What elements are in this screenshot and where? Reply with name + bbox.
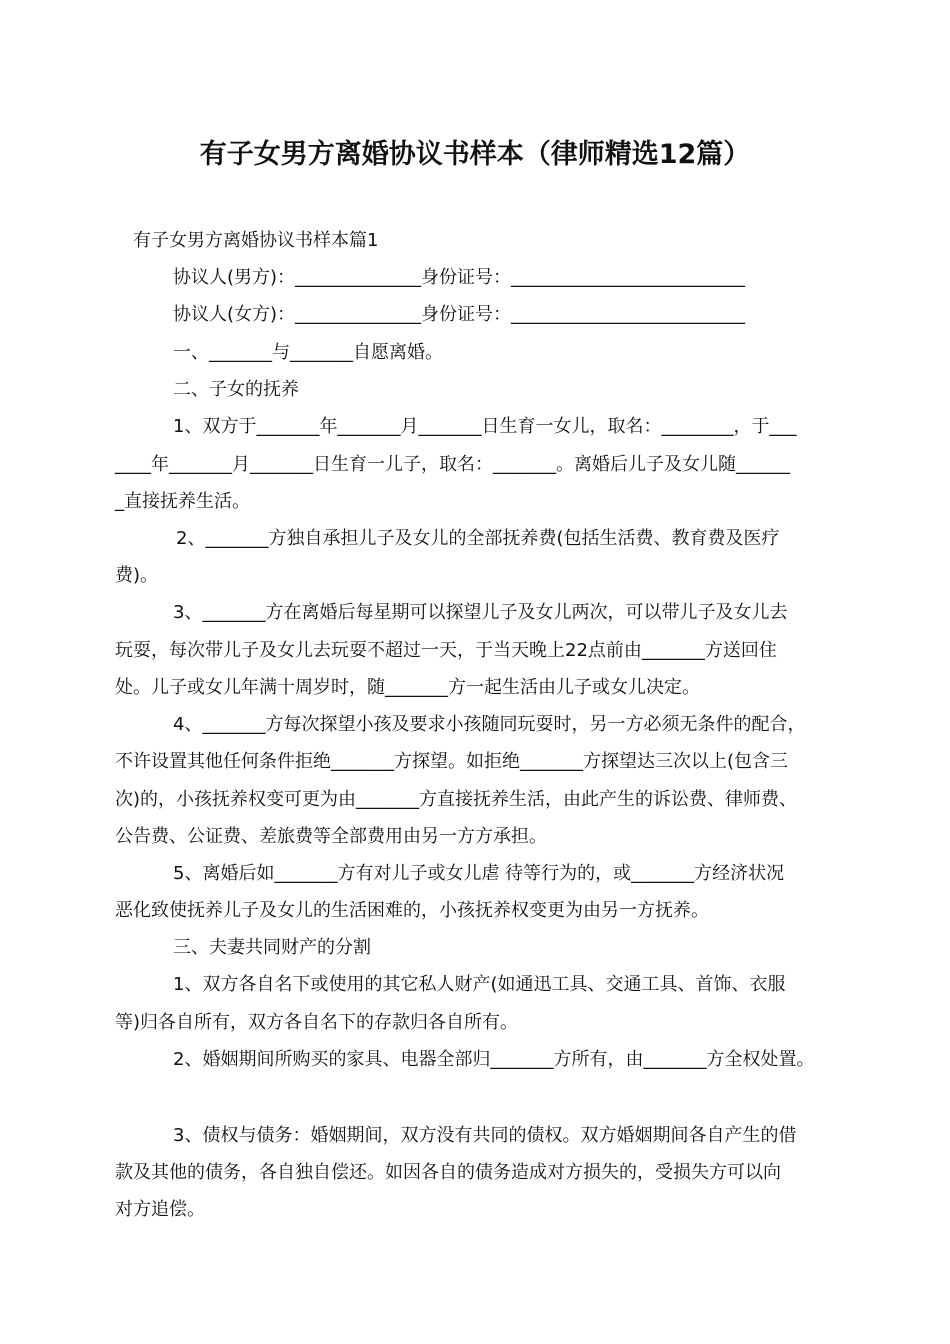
subtitle: 有子女男方离婚协议书样本篇1 [133, 230, 379, 251]
s2-item3-line2: 玩耍，每次带儿子及女儿去玩耍不超过一天，于当天晚上22点前由_______方送回住 [115, 640, 777, 661]
s2-item1-line2: ____年_______月_______日生育一儿子，取名：_______。离婚后儿子及女儿随______ [115, 454, 790, 475]
s2-item2-line2: 费)。 [115, 565, 159, 586]
section-3-heading: 三、夫妻共同财产的分割 [173, 937, 371, 958]
s3-item3-line2: 款及其他的债务，各自独自偿还。如因各自的债务造成对方损失的，受损失方可以向 [115, 1162, 781, 1183]
s2-item3-line3: 处。儿子或女儿年满十周岁时，随_______方一起生活由儿子或女儿决定。 [115, 677, 700, 698]
section-1: 一、_______与_______自愿离婚。 [173, 342, 443, 363]
s3-item1-line1: 1、双方各自名下或使用的其它私人财产(如通迅工具、交通工具、首饰、衣服 [173, 974, 786, 995]
s3-item3-line1: 3、债权与债务：婚姻期间，双方没有共同的债权。双方婚姻期间各自产生的借 [173, 1125, 797, 1146]
s2-item1-line1: 1、双方于_______年_______月_______日生育一女儿，取名：________，于___ [173, 416, 797, 437]
document-title: 有子女男方离婚协议书样本（律师精选12篇） [199, 139, 751, 170]
section-2-heading: 二、子女的抚养 [173, 379, 299, 400]
party-male-line: 协议人(男方)：______________身份证号：__________________________ [173, 267, 746, 288]
s3-item2: 2、婚姻期间所购买的家具、电器全部归_______方所有，由_______方全权处置。 [173, 1049, 815, 1070]
s2-item5-line2: 恶化致使抚养儿子及女儿的生活困难的，小孩抚养权变更为由另一方抚养。 [115, 900, 709, 921]
s2-item5-line1: 5、离婚后如_______方有对儿子或女儿虐 待等行为的，或_______方经济状况 [173, 863, 785, 884]
s3-item1-line2: 等)归各自所有，双方各自名下的存款归各自所有。 [115, 1012, 519, 1033]
s2-item4-line4: 公告费、公证费、差旅费等全部费用由另一方方承担。 [115, 826, 547, 847]
party-female-line: 协议人(女方)：______________身份证号：__________________________ [173, 304, 746, 325]
s2-item4-line2: 不许设置其他任何条件拒绝_______方探望。如拒绝_______方探望达三次以上(包含三 [115, 751, 789, 772]
s2-item3-line1: 3、_______方在离婚后每星期可以探望儿子及女儿两次，可以带儿子及女儿去 [173, 602, 788, 623]
s2-item4-line3: 次)的，小孩抚养权变可更为由_______方直接抚养生活，由此产生的诉讼费、律师费、 [115, 789, 798, 810]
s2-item2-line1: 2、_______方独自承担儿子及女儿的全部抚养费(包括生活费、教育费及医疗 [176, 528, 780, 549]
s2-item1-line3: _直接抚养生活。 [115, 491, 250, 512]
s3-item3-line3: 对方追偿。 [115, 1199, 205, 1220]
s2-item4-line1: 4、_______方每次探望小孩及要求小孩随同玩耍时，另一方必须无条件的配合， [173, 714, 806, 735]
